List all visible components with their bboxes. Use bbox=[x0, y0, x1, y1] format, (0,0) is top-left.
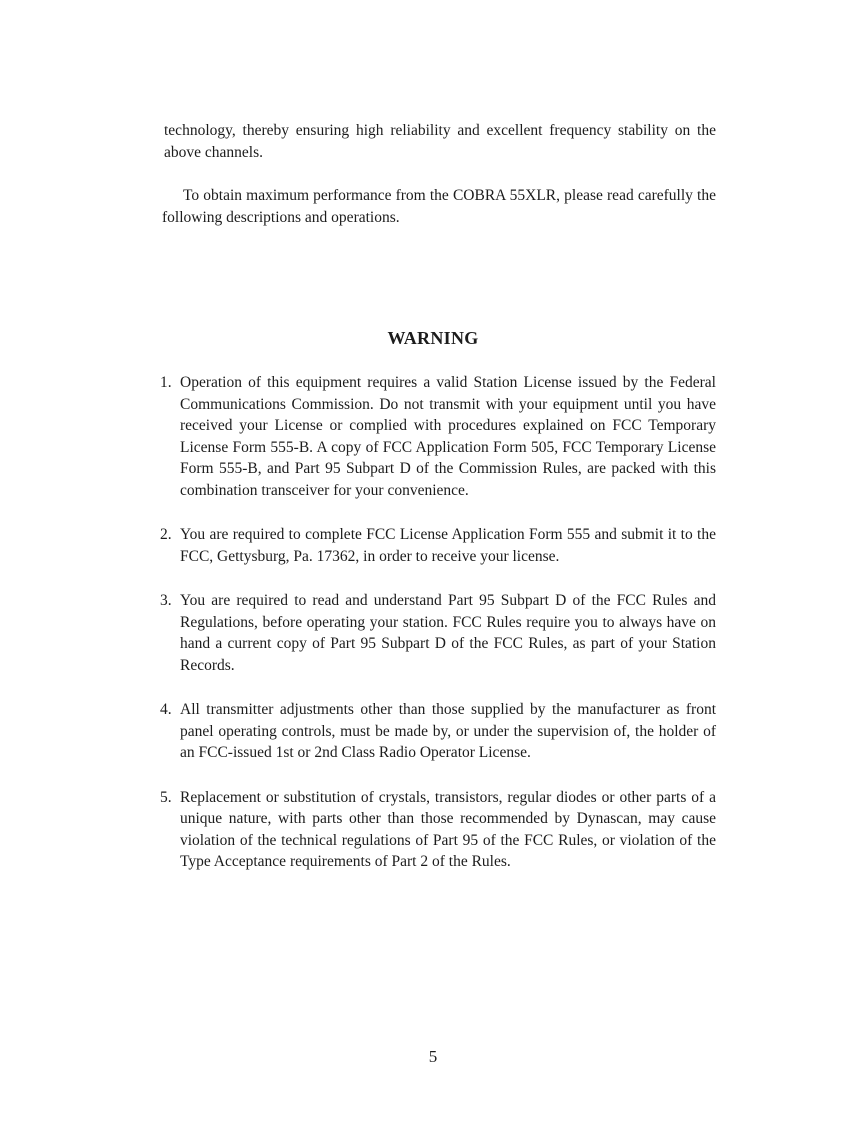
warning-item-text: You are required to read and understand Part 95 Subpart D of the FCC Rules and Regulations, before operating your station. FCC Rules require you to always have on hand a current copy of Part 95 Subpart D of the FCC Rules, as part of your Station Records. bbox=[180, 592, 716, 674]
warning-item-2 bbox=[160, 524, 716, 567]
warning-item-number: 1. bbox=[160, 374, 172, 391]
page-number: 5 bbox=[428, 1047, 438, 1066]
warning-item-1 bbox=[160, 372, 716, 501]
warning-item-text: Replacement or substitution of crystals, transistors, regular diodes or other parts of a unique nature, with parts other than those recommended by Dynascan, may cause violation of the technical regulations of Part 95 of the FCC Rules, or violation of the Type Acceptance requirements of Part 2 of the Rules. bbox=[180, 788, 716, 870]
warning-item-3 bbox=[160, 590, 716, 676]
intro-paragraph: technology, thereby ensuring high reliability and excellent frequency stability on the above channels. bbox=[164, 122, 716, 161]
warning-item-4 bbox=[160, 699, 716, 764]
warning-list bbox=[160, 372, 716, 896]
warning-item-5 bbox=[160, 787, 716, 873]
obtain-performance-paragraph: To obtain maximum performance from the COBRA 55XLR, please read carefully the following descriptions and operations. bbox=[162, 187, 716, 226]
warning-item-text: All transmitter adjustments other than those supplied by the manufacturer as front panel operating controls, must be made by, or under the supervision of, the holder of an FCC-issued 1st or 2nd Class Radio Operator License. bbox=[180, 701, 716, 761]
warning-heading: WARNING bbox=[387, 328, 479, 348]
warning-item-number: 3. bbox=[160, 592, 172, 609]
warning-item-text: You are required to complete FCC License Application Form 555 and submit it to the FCC, Gettysburg, Pa. 17362, in order to receive your license. bbox=[180, 526, 716, 565]
warning-item-text: Operation of this equipment requires a valid Station License issued by the Federal Communications Commission. Do not transmit with your equipment until you have received your License or complied with procedures explained on FCC Temporary License Form 555-B. A copy of FCC Application Form 505, FCC Temporary License Form 555-B, and Part 95 Subpart D of the Commission Rules, are packed with this combination transceiver for your convenience. bbox=[180, 374, 716, 499]
warning-item-number: 5. bbox=[160, 788, 172, 806]
warning-item-number: 2. bbox=[160, 526, 172, 543]
warning-item-number: 4. bbox=[160, 701, 172, 718]
